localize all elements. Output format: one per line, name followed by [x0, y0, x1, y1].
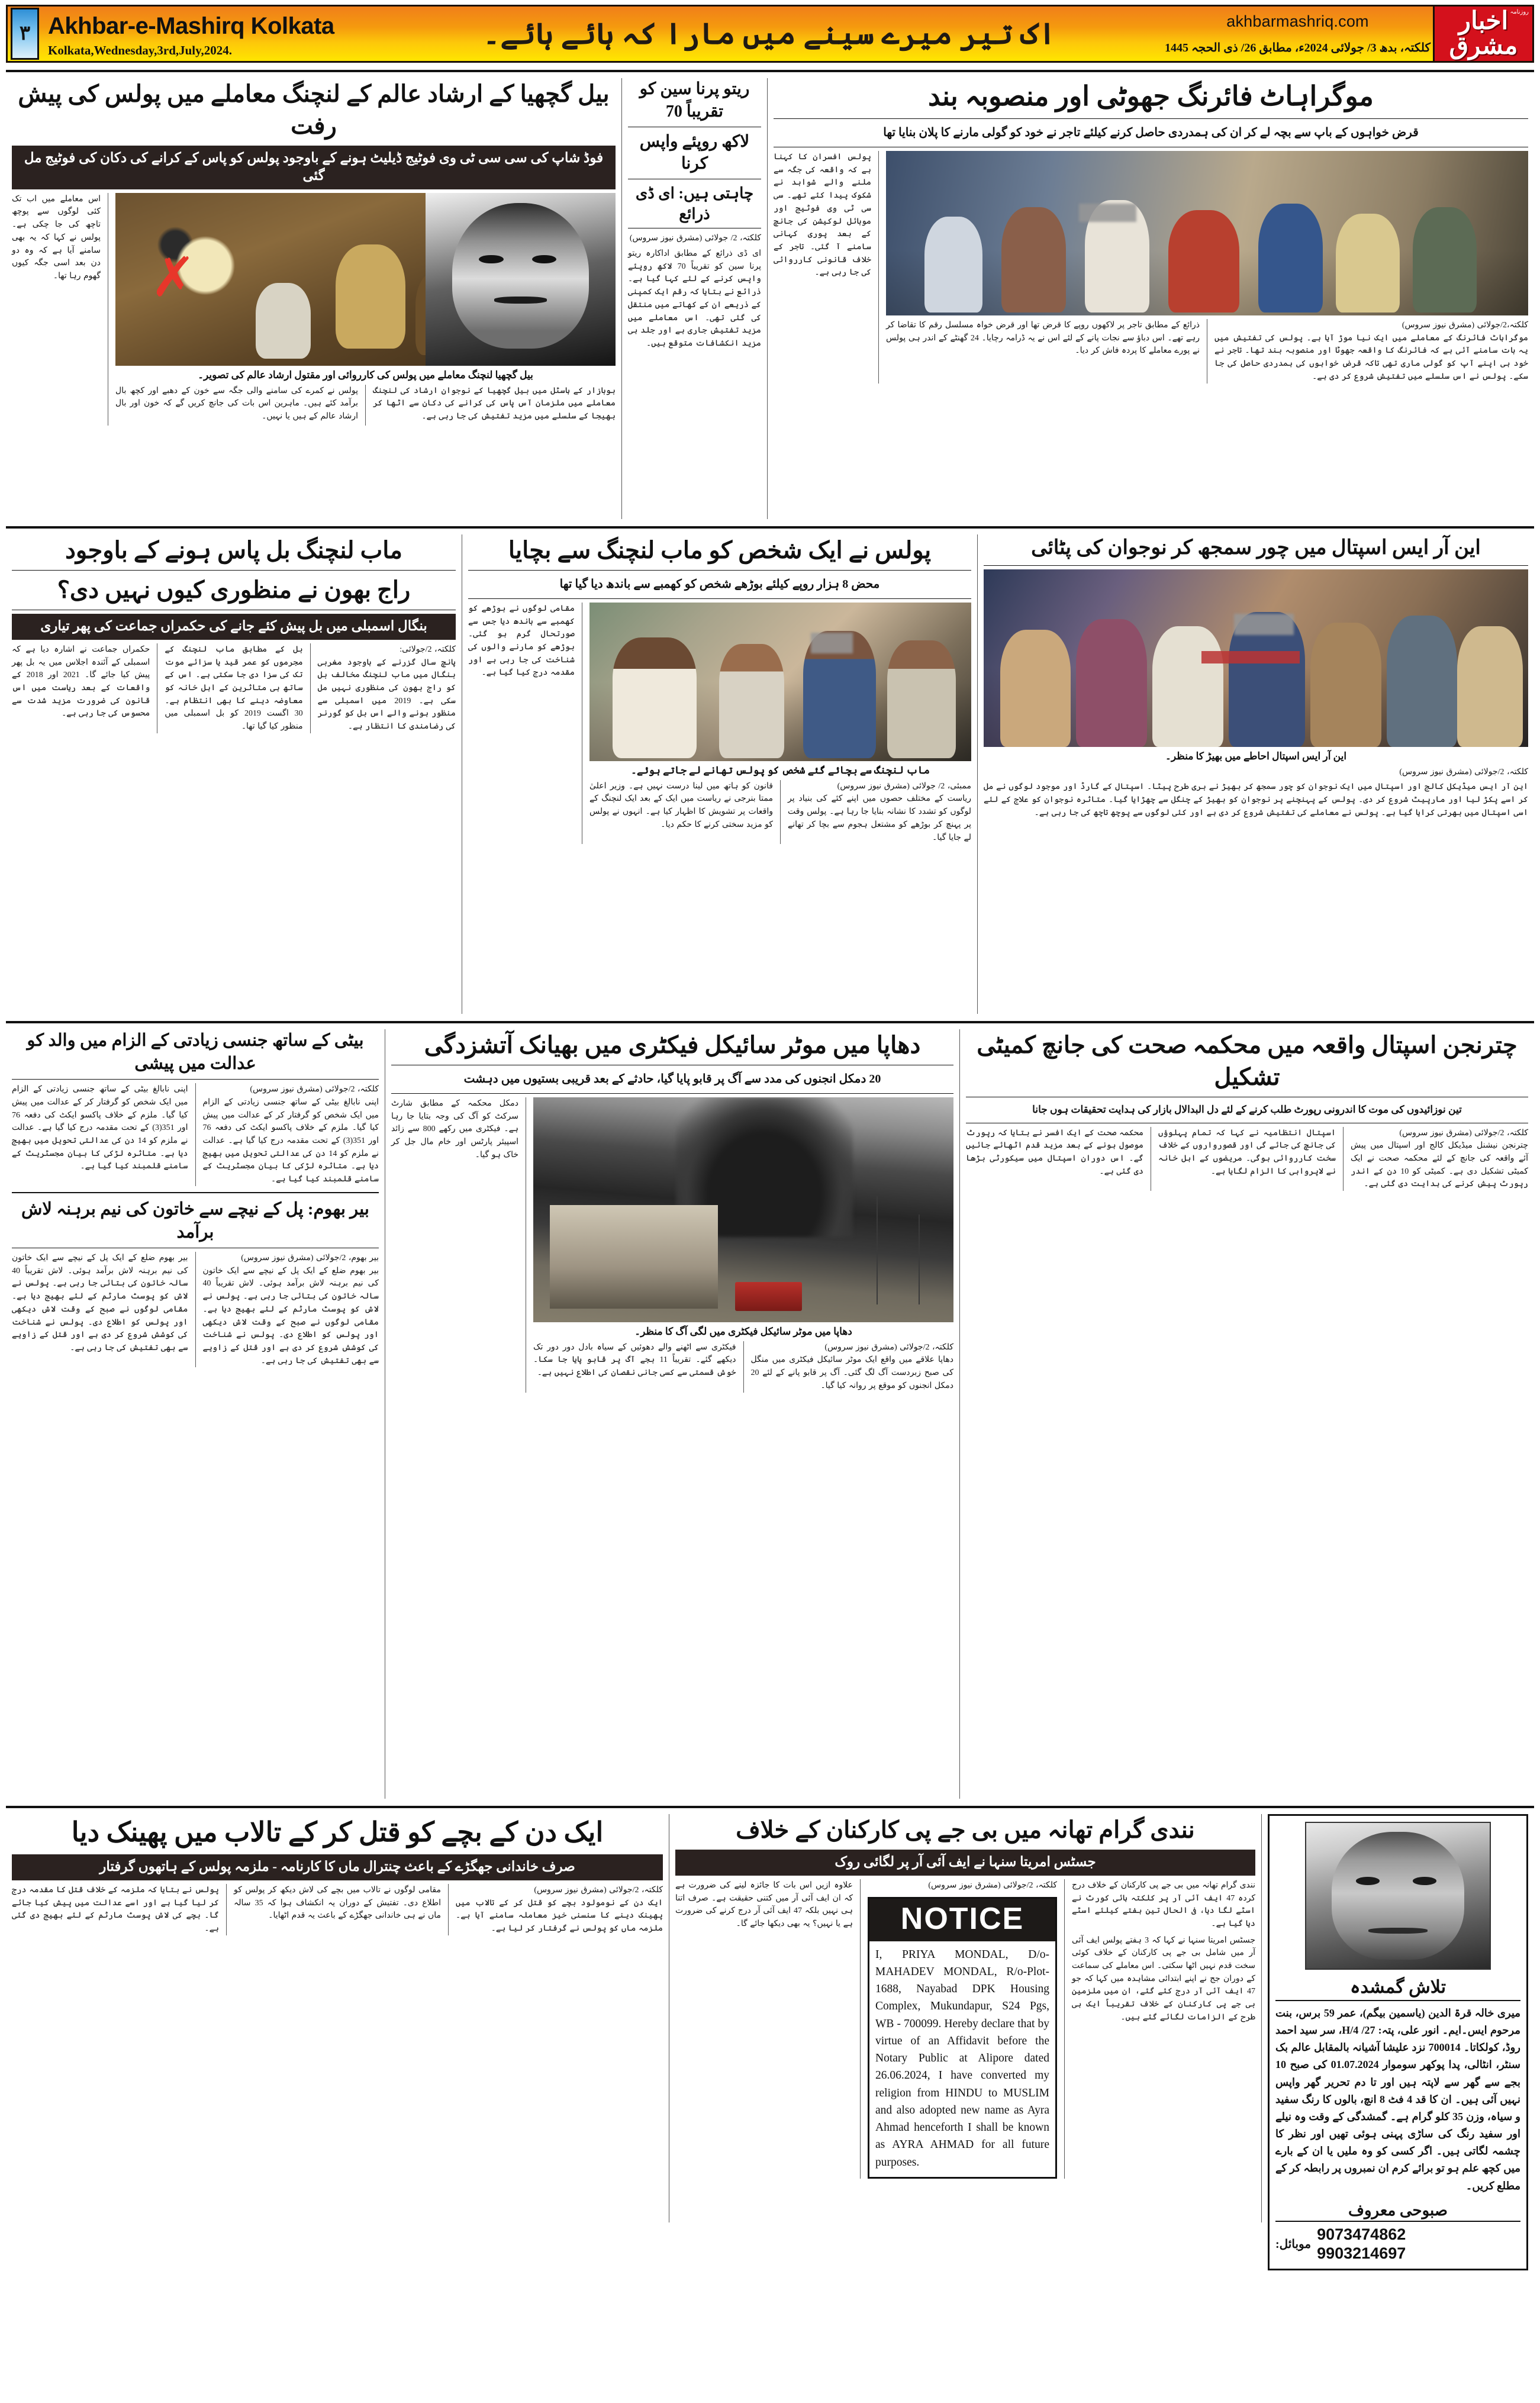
story-baby-murder-col-1 — [456, 1884, 663, 1935]
story-police-rescue-text-2: قانون کو ہاتھ میں لینا درست نہیں ہے۔ وزیر اعلیٰ ممتا بنرجی نے ریاست میں ایک کے بعد ایک لنچنگ کے واقعات پر تشویش کا اظہار کیا ہے۔ انہوں نے پولس کو مزید سختی کرنے کا حکم دیا۔ — [589, 781, 773, 829]
story-baby-murder-text-3: پولس نے بتایا کہ ملزمہ کے خلاف قتل کا مقدمہ درج کر لیا گیا ہے اور اسے عدالت میں پیش کیا جائے گا۔ بچے کی لاش پوسٹ مارٹم کے لئے بھیج دی گئی ہے۔ — [12, 1885, 219, 1934]
story-dhapa-fire — [385, 1029, 959, 1799]
story-baby-murder-col-3 — [12, 1884, 219, 1935]
story-ritu-parna — [622, 78, 767, 519]
story-bel-gachhia-text-1: بوبازار کے ہاسٹل میں بیل گچھیا کے نوجوان ارشاد کی لنچنگ معاملے میں ملزمان آس پاس کی کرانے کی دکان سے اٹھا کر بھیجا کے سلسلے میں مزید تفتیش کی جا رہی ہے۔ — [373, 386, 616, 421]
story-ritu-parna-text: ای ڈی ذرائع کے مطابق اداکارہ ریتو پرنا سین کو تقریباً 70 لاکھ روپئے واپس کرنے کے لئے کہا گیا ہے۔ ذرائع نے بتایا کہ رقم ایک کمپنی کے ذریعے ان کے کھاتے میں منتقل کی گئی تھی۔ اس معاملے میں مزید تفتیش جاری ہے اور جلد ہی مزید انکشافات متوقع ہیں۔ — [628, 249, 761, 348]
story-baby-murder-subhead: صرف خاندانی جھگڑے کے باعث چنترال ماں کا کارنامہ - ملزمہ پولس کے ہاتھوں گرفتار — [12, 1854, 663, 1880]
paper-title-english: Akhbar-e-Mashirq Kolkata — [48, 12, 334, 39]
divider-section-4 — [6, 1806, 1534, 1808]
masthead-right — [1165, 7, 1433, 61]
story-police-rescue-text-1: ریاست کے مختلف حصوں میں اپنے کئے کی بنیاد پر لوگوں کو تشدد کا نشانہ بنایا جا رہا ہے۔ پولس وقت پر پہنچ کر بوڑھے کو مشتعل ہجوم سے بچا کر تھانے لے جایا گیا۔ — [788, 794, 971, 842]
story-nandigram-headline[interactable]: نندی گرام تھانہ میں بی جے پی کارکنان کے خلاف — [736, 1816, 1195, 1843]
masthead-tagline-container — [373, 7, 1165, 61]
story-lynching-bill-col-2 — [165, 643, 302, 733]
missing-person-heading: تلاش گمشدہ — [1275, 1973, 1520, 2001]
story-nandigram-col-3 — [675, 1879, 853, 2179]
story-mograhat-headline[interactable]: موگراہاٹ فائرنگ جھوٹی اور منصوبہ بند — [928, 81, 1374, 111]
story-dhapa-fire-col-1 — [751, 1341, 954, 1393]
website-url[interactable]: akhbarmashriq.com — [1226, 12, 1369, 30]
story-bel-gachhia-text-3: اس معاملے میں اب تک کئی لوگوں سے پوچھ تاچھ کی جا چکی ہے۔ پولس نے کہا کہ یہ بھی سامنے آیا ہے کہ وہ دو دن بعد اسی جگہ کیوں گھوم رہا تھا۔ — [12, 194, 101, 281]
story-dhapa-fire-headline[interactable]: دھاپا میں موٹر سائیکل فیکٹری میں بھیانک آتشزدگی — [424, 1032, 921, 1058]
story-police-rescue-text-3: مقامی لوگوں نے بوڑھے کو کھمبے سے باندھ دیا جس سے صورتحال گرم ہو گئی۔ بوڑھے کو مارنے والوں کی شناخت کی جا رہی ہے اور مقدمہ درج کیا گیا ہے۔ — [468, 604, 575, 678]
story-daughter-abuse-dateline: کلکتہ، 2/جولائی (مشرق نیوز سروس) — [250, 1085, 379, 1094]
missing-person-phone-label: موبائل: — [1275, 2238, 1312, 2251]
story-police-rescue-caption: ماب لنچنگ سے بچائے گئے شخص کو پولس تھانے لے جاتے ہوئے۔ — [631, 765, 930, 776]
story-baby-murder — [6, 1814, 669, 2222]
story-bel-gachhia-headline[interactable]: بیل گچھیا کے ارشاد عالم کے لنچنگ معاملے میں پولس کی پیش رفت — [18, 80, 610, 139]
divider-section-3 — [6, 1021, 1534, 1023]
story-baby-murder-headline[interactable]: ایک دن کے بچے کو قتل کر کے تالاب میں پھینک دیا — [71, 1817, 604, 1847]
story-bel-gachhia-photo — [115, 193, 616, 366]
masthead — [6, 5, 1534, 63]
story-chittaranjan-headline[interactable]: چترنجن اسپتال واقعہ میں محکمہ صحت کی جانچ کمیٹی تشکیل — [977, 1032, 1518, 1090]
story-police-rescue-headline[interactable]: پولس نے ایک شخص کو ماب لنچنگ سے بچایا — [508, 537, 932, 563]
story-baby-murder-dateline: کلکتہ، 2/جولائی (مشرق نیوز سروس) — [534, 1885, 663, 1895]
story-mograhat-photo — [886, 151, 1528, 315]
story-bel-gachhia-caption: بیل گچھیا لنچنگ معاملے میں پولس کی کارروائی اور مقتول ارشاد عالم کی تصویر۔ — [198, 369, 533, 381]
story-daughter-abuse-col-1 — [203, 1083, 379, 1186]
story-mograhat-col-2 — [886, 319, 1200, 383]
story-nandigram — [669, 1814, 1261, 2222]
missing-person-signature: صبوحی معروف — [1275, 2198, 1520, 2222]
story-daughter-abuse-headline[interactable]: بیٹی کے ساتھ جنسی زیادتی کے الزام میں والد کو عدالت میں پیشی — [27, 1031, 364, 1074]
notice-ad-title: NOTICE — [869, 1899, 1055, 1941]
story-daughter-abuse-text-a: اپنی نابالغ بیٹی کے ساتھ جنسی زیادتی کے الزام میں ایک شخص کو گرفتار کر کے عدالت میں پیش کیا گیا۔ ملزم کے خلاف پاکسو ایکٹ کی دفعہ 76 اور 351(3) کے تحت مقدمہ درج کیا گیا ہے۔ عدالت نے ملزم کو 14 دن کی عدالتی تحویل میں بھیج دیا ہے۔ متاثرہ لڑکی کا بیان مجسٹریٹ کے سامنے قلمبند کیا گیا ہے۔ — [202, 1097, 379, 1184]
story-chittaranjan-col-1 — [1351, 1127, 1528, 1191]
missing-person-phone-1[interactable]: 9073474862 — [1317, 2225, 1406, 2243]
story-lynching-bill-headline-2[interactable]: راج بھون نے منظوری کیوں نہیں دی؟ — [57, 576, 411, 603]
story-nandigram-text-2: جسٹس امریتا سنہا نے کہا کہ 3 ہفتے پولس ایف آئی آر میں شامل بی جے پی کارکنان کے خلاف کوئی سخت قدم نہیں اٹھا سکتی۔ اس معاملے کی سماعت کے دوران جج نے اپنے ابتدائی مشاہدہ میں کہا کہ جو 47 ایف آئی آر درج کئے گئے، ان میں ملزمین بی جے پی کارکنان کے خلاف تقریباً ایک ہی طرح کے الزامات لگائے گئے ہیں۔ — [1072, 1935, 1255, 2022]
story-chittaranjan-text-1: چترنجن نیشنل میڈیکل کالج اور اسپتال میں پیش آئے واقعہ کی جانچ کے لئے محکمہ صحت نے ایک کمیٹی تشکیل دی ہے۔ کمیٹی کو 10 دن کے اندر رپورٹ پیش کرنے کی ہدایت دی گئی ہے۔ — [1351, 1141, 1528, 1189]
story-lynching-bill-text-2: بل کے مطابق ماب لنچنگ کے مجرموں کو عمر قید یا سزائے موت تک کی سزا دی جا سکتی ہے۔ اس کے ساتھ ہی متاثرین کے اہل خانہ کو معاوضہ دینے کا بھی انتظام ہے۔ 30 اگست 2019 کو بل اسمبلی میں منظور کیا گیا تھا۔ — [165, 645, 303, 732]
story-mograhat-col-1 — [1214, 319, 1528, 383]
story-nrs-hospital — [978, 534, 1534, 1014]
story-lynching-bill-dateline: کلکتہ، 2/جولائی: — [400, 645, 456, 654]
divider-section-2 — [6, 526, 1534, 529]
masthead-logo — [1433, 7, 1532, 61]
story-chittaranjan-text-3: محکمہ صحت کے ایک افسر نے بتایا کہ رپورٹ موصول ہونے کے بعد مزید قدم اٹھائے جائیں گے۔ اس دوران اسپتال میں سیکورٹی بڑھا دی گئی ہے۔ — [966, 1128, 1143, 1176]
story-birbhum-body-text-b: بیر بھوم ضلع کے ایک پل کے نیچے سے ایک خاتون کی نیم برہنہ لاش برآمد ہوئی۔ لاش تقریباً 40 سالہ خاتون کی بتائی جا رہی ہے۔ پولس نے لاش کو پوسٹ مارٹم کے لئے بھیج دیا ہے۔ مقامی لوگوں نے صبح کے وقت لاش دیکھی اور پولس کو اطلاع دی۔ پولس نے شناخت کی کوشش شروع کر دی ہے اور قتل کے زاویے سے بھی تفتیش کی جا رہی ہے۔ — [12, 1254, 188, 1352]
story-dhapa-fire-media — [533, 1097, 953, 1393]
story-lynching-bill-col-3 — [12, 643, 150, 733]
story-police-rescue-kicker: محض 8 ہزار روپے کیلئے بوڑھے شخص کو کھمبے سے باندھ دیا گیا تھا — [559, 578, 880, 591]
story-dhapa-fire-text-3: دمکل محکمہ کے مطابق شارٹ سرکٹ کو آگ کی وجہ بتایا جا رہا ہے۔ فیکٹری میں رکھے 800 سے زائد اسپیئر پارٹس اور خام مال جل کر خاک ہو گیا۔ — [391, 1099, 518, 1159]
col-divider — [365, 385, 366, 426]
divider-top — [6, 70, 1534, 72]
story-mograhat-text-3: پولس افسران کا کہنا ہے کہ واقعہ کی جگہ سے ملنے والے شواہد نے شکوک پیدا کئے تھے۔ سی سی ٹی وی فوٹیج اور موبائل لوکیشن کی جانچ کے بعد پوری کہانی سامنے آ گئی۔ تاجر کے خلاف قانونی کارروائی کی جا رہی ہے۔ — [774, 153, 871, 278]
missing-person-photo — [1305, 1822, 1491, 1970]
missing-person-body: میری خالہ قرۃ الدین (یاسمین بیگم)، عمر 59 برس، بنت مرحوم ایس۔ایم۔ انور علی، پتہ: 27/ H/4، سر سید احمد روڈ، کولکاتا۔ 700014 نزد علیشا آشیانہ بالمقابل عالم بک سنٹر، انٹالی، پدا پوکھر سوموار 01.07.2024 کی صبح 10 بجے سے گھر سے لاپتہ ہیں اور تا دم تحریر گھر واپس نہیں آئی ہیں۔ ان کا قد 4 فٹ 8 انچ، بالوں کا رنگ سفید و سیاہ، وزن 35 کلو گرام ہے۔ گمشدگی کے وقت وہ نیلے اور سفید رنگ کی ساڑی پہنی ہوئی تھیں اور نظر کا چشمہ لگاتی ہیں۔ اگر کسی کو وہ ملیں یا ان کے بارے میں کچھ علم ہو تو برائے کرم ان نمبروں پر رابطہ کر کے مطلع کریں۔ — [1275, 2007, 1520, 2192]
logo-title-urdu: اخبار مشرق — [1449, 8, 1518, 60]
story-lynching-bill-text-1: پانچ سال گزرنے کے باوجود مغربی بنگال میں ماب لنچنگ مخالف بل کو راج بھون کی منظوری نہیں مل سکی ہے۔ 2019 میں اسمبلی سے منظور ہونے والے اس بل کو گورنر کی رضامندی کا انتظار ہے۔ — [317, 658, 456, 732]
story-dhapa-fire-col-2 — [533, 1341, 736, 1393]
section-2 — [6, 534, 1534, 1014]
story-mograhat-media — [886, 151, 1528, 383]
story-nrs-hospital-dateline: کلکتہ، 2/جولائی (مشرق نیوز سروس) — [1399, 767, 1528, 777]
masthead-left — [42, 7, 373, 61]
story-mograhat-dateline: کلکتہ،2/جولائی (مشرق نیوز سروس) — [1402, 321, 1528, 330]
story-chittaranjan — [960, 1029, 1534, 1799]
section-4 — [6, 1814, 1534, 2262]
story-dhapa-fire-caption: دھاپا میں موٹر سائیکل فیکٹری میں لگی آگ کا منظر۔ — [634, 1326, 852, 1337]
story-dhapa-fire-col-3 — [391, 1097, 518, 1393]
story-chittaranjan-dateline: کلکتہ، 2/جولائی (مشرق نیوز سروس) — [1399, 1128, 1528, 1138]
story-lynching-bill-headline-1[interactable]: ماب لنچنگ بل پاس ہونے کے باوجود — [65, 537, 402, 563]
section-3 — [6, 1029, 1534, 1799]
notice-ad-container — [868, 1879, 1057, 2179]
story-dhapa-fire-text-2: فیکٹری سے اٹھنے والے دھوئیں کے سیاہ بادل دور دور تک دیکھے گئے۔ تقریباً 11 بجے آگ پر قابو پایا جا سکا۔ خوش قسمتی سے کسی جانی نقصان کی اطلاع نہیں ہے۔ — [533, 1342, 736, 1378]
story-lynching-bill-subhead: بنگال اسمبلی میں بل پیش کئے جانے کی حکمراں جماعت کی پھر تیاری — [12, 614, 456, 640]
paper-dateline-english: Kolkata,Wednesday,3rd,July,2024. — [48, 43, 232, 57]
story-nandigram-dateline: کلکتہ، 2/جولائی (مشرق نیوز سروس) — [928, 1880, 1057, 1890]
story-chittaranjan-col-2 — [1158, 1127, 1336, 1191]
story-nrs-hospital-text: این آر ایس میڈیکل کالج اور اسپتال میں ایک نوجوان کو چور سمجھ کر بھیڑ نے بری طرح پیٹا۔ اسپتال کے گارڈ اور موجود لوگوں نے مل کر اسے پکڑ لیا اور مارپیٹ شروع کر دی۔ پولس کے پہنچنے پر نوجوان کو بھیڑ کے چنگل سے چھڑایا گیا۔ متاثرہ نوجوان کو علاج کے لئے اسی اسپتال میں بھرتی کرایا گیا ہے۔ پولس نے معاملے کی تفتیش شروع کر دی ہے اور کئی لوگوں سے پوچھ تاچھ کی جا رہی ہے۔ — [984, 782, 1528, 817]
story-police-rescue-media — [589, 603, 971, 844]
masthead-tagline: اک تیر میرے سینے میں مارا کہ ہائے ہائے۔ — [482, 17, 1056, 50]
story-chittaranjan-kicker: تین نوزائیدوں کی موت کا اندرونی رپورٹ طلب کرنے کے لئے دل البدالال بازار کی ہدایت تحقیقات ہوں جانا — [1032, 1104, 1462, 1115]
story-dhapa-fire-dateline: کلکتہ، 2/جولائی (مشرق نیوز سروس) — [824, 1342, 953, 1352]
story-mograhat-text-1: موگراہاٹ فائرنگ کے معاملے میں ایک نیا موڑ آیا ہے۔ پولس کی تفتیش میں یہ بات سامنے آئی ہے کہ فائرنگ کا واقعہ جھوٹا اور منصوبہ بند تھا۔ تاجر نے خود ہی اپنے آپ کو گولی ماری تھی تاکہ قرض خواہوں کی ہمدردی حاصل کی جا سکے۔ پولس نے اس سلسلے میں تفتیش شروع کر دی ہے۔ — [1214, 333, 1528, 381]
story-ritu-parna-headline-1[interactable]: ریتو پرنا سین کو تقریباً 70 — [639, 80, 750, 121]
page-number-container — [8, 7, 42, 61]
story-daughter-abuse-col-2 — [12, 1083, 188, 1186]
story-dhapa-fire-text-1: دھاپا علاقے میں واقع ایک موٹر سائیکل فیکٹری میں منگل کی صبح زبردست آگ لگ گئی۔ آگ پر قابو پانے کے لئے 20 دمکل انجنوں کو موقع پر روانہ کیا گیا۔ — [750, 1355, 953, 1390]
story-baby-murder-text-1: ایک دن کے نومولود بچے کو قتل کر کے تالاب میں پھینک دینے کا سنسنی خیز معاملہ سامنے آیا ہے۔ ملزمہ ماں کو پولس نے گرفتار کر لیا ہے۔ — [456, 1898, 663, 1934]
story-birbhum-body-headline[interactable]: بیر بھوم: پل کے نیچے سے خاتون کی نیم برہنہ لاش برآمد — [21, 1199, 369, 1242]
story-police-rescue-col-1 — [788, 780, 971, 844]
story-dhapa-fire-kicker: 20 دمکل انجنوں کی مدد سے آگ پر قابو پایا گیا، حادثے کے بعد قریبی بستیوں میں دہشت — [463, 1072, 881, 1085]
story-chittaranjan-col-3 — [966, 1127, 1143, 1191]
story-nandigram-subhead: جسٹس امریتا سنہا نے ایف آئی آر پر لگائی روک — [675, 1850, 1255, 1876]
story-police-rescue-col-3 — [468, 603, 575, 844]
story-nrs-hospital-caption: این آر ایس اسپتال احاطے میں بھیڑ کا منظر۔ — [1165, 750, 1347, 762]
story-mograhat — [768, 78, 1534, 519]
fire-truck — [735, 1282, 803, 1311]
story-baby-murder-text-2: مقامی لوگوں نے تالاب میں بچے کی لاش دیکھ کر پولس کو اطلاع دی۔ تفتیش کے دوران یہ انکشاف ہوا کہ 35 سالہ ماں نے ہی خاندانی جھگڑے کے باعث یہ قدم اٹھایا۔ — [234, 1885, 441, 1921]
story-column-left-3 — [6, 1029, 385, 1799]
story-lynching-bill — [6, 534, 462, 1014]
story-police-rescue-col-2 — [589, 780, 773, 844]
missing-person-contact[interactable] — [1275, 2225, 1520, 2263]
story-nandigram-text-3: علاوہ ازیں اس بات کا جائزہ لینے کی ضرورت ہے کہ ان ایف آئی آر میں کتنی حقیقت ہے۔ صرف اتنا ہی نہیں بلکہ 47 ایف آئی آر درج کرنے کی ضرورت ہے یا نہیں؟ یہ بھی دیکھا جائے گا۔ — [675, 1880, 853, 1928]
section-1 — [6, 78, 1534, 519]
story-lynching-bill-text-3: حکمراں جماعت نے اشارہ دیا ہے کہ اسمبلی کے آئندہ اجلاس میں یہ بل پھر پیش کیا جائے گا۔ 2021 اور 2018 کے واقعات کے بعد ریاست میں اس قانون کی ضرورت مزید شدت سے محسوس کی جا رہی ہے۔ — [12, 645, 150, 719]
story-bel-gachhia-col-2 — [115, 385, 358, 426]
story-bel-gachhia-col-1 — [12, 193, 101, 426]
story-bel-gachhia-media — [115, 193, 616, 426]
story-chittaranjan-text-2: اسپتال انتظامیہ نے کہا کہ تمام پہلوؤں کی جانچ کی جائے گی اور قصورواروں کے خلاف سخت کارروائی ہوگی۔ مریضوں کے اہل خانہ نے لاپرواہی کا الزام لگایا ہے۔ — [1158, 1128, 1336, 1176]
story-baby-murder-col-2 — [234, 1884, 441, 1935]
story-mograhat-kicker: قرض خواہوں کے باپ سے بچہ لے کر ان کی ہمدردی حاصل کرنے کیلئے تاجر نے خود کو گولی مارنے کا پلان بنایا تھا — [883, 126, 1419, 140]
story-daughter-abuse-text-b: اپنی نابالغ بیٹی کے ساتھ جنسی زیادتی کے الزام میں ایک شخص کو گرفتار کر کے عدالت میں پیش کیا گیا۔ ملزم کے خلاف پاکسو ایکٹ کی دفعہ 76 اور 351(3) کے تحت مقدمہ درج کیا گیا ہے۔ عدالت نے ملزم کو 14 دن کی عدالتی تحویل میں بھیج دیا ہے۔ متاثرہ لڑکی کا بیان مجسٹریٹ کے سامنے قلمبند کیا گیا ہے۔ — [12, 1085, 188, 1171]
story-bel-gachhia-subhead: فوڈ شاپ کی سی سی ٹی وی فوٹیج ڈیلیٹ ہونے کے باوجود پولس کو پاس کے کرانے کی دکان کی فوٹیج مل گئی — [12, 146, 616, 189]
story-dhapa-fire-photo — [533, 1097, 953, 1322]
story-nrs-hospital-photo — [984, 569, 1528, 747]
story-mograhat-text-2: ذرائع کے مطابق تاجر پر لاکھوں روپے کا قرض تھا اور قرض خواہ مسلسل رقم کا تقاضا کر رہے تھے۔ اس دباؤ سے نجات پانے کے لئے اس نے یہ ڈرامہ رچایا۔ 24 گھنٹے کے اندر ہی پولس نے پورے معاملے کا پردہ فاش کر دیا۔ — [886, 321, 1200, 356]
notice-ad[interactable] — [868, 1897, 1057, 2179]
story-bel-gachhia-victim-portrait — [426, 193, 616, 366]
paper-dateline-urdu: کلکتہ، بدھ 3/ جولائی 2024ء، مطابق 26/ ذی الحجہ 1445 — [1165, 41, 1431, 54]
story-nandigram-text-1: نندی گرام تھانہ میں بی جے پی کارکنان کے خلاف درج کردہ 47 ایف آئی آر پر کلکتہ ہائی کورٹ نے اسٹے لگا دیا، فی الحال تین ہفتے کیلئے اسٹے دیا گیا ہے۔ — [1072, 1880, 1256, 1928]
logo-tagline-urdu: روزنامہ — [1510, 9, 1529, 15]
red-x-mark-icon: ✗ — [150, 245, 196, 309]
story-ritu-parna-headline-3[interactable]: چاہتی ہیں: ای ڈی ذرائع — [635, 185, 754, 223]
story-bel-gachhia-text-2: پولس نے کمرے کی سامنے والی جگہ سے خون کے دھبے اور کچھ بال برآمد کئے ہیں۔ ماہرین اس بات کی جانچ کریں گے کہ خون اور بال ارشاد عالم کے ہیں یا نہیں۔ — [115, 386, 358, 421]
story-birbhum-body-dateline: بیر بھوم، 2/جولائی (مشرق نیوز سروس) — [241, 1254, 379, 1263]
notice-ad-body: I, PRIYA MONDAL, D/o-MAHADEV MONDAL, R/o-Plot-1688, Nayabad DPK Housing Complex, Mukundapur, S24 Pgs, WB - 700099. Hereby declare that by virtue of an Affidavit before the Notary Public at Alipore dated 26.06.2024, I have converted my religion from HINDU to MUSLIM and also adopted new name as Ayra Ahmad henceforth I shall be known as AYRA AHMAD for all future purposes. — [875, 1948, 1049, 2169]
story-ritu-parna-dateline: کلکتہ، 2/ جولائی (مشرق نیوز سروس) — [629, 234, 761, 243]
story-mograhat-col-3 — [774, 151, 871, 383]
story-lynching-bill-col-1 — [318, 643, 456, 733]
story-police-rescue-dateline: ممبئی، 2/ جولائی (مشرق نیوز سروس) — [837, 781, 971, 791]
burning-building — [550, 1205, 718, 1309]
page-number: ۳ — [11, 8, 39, 60]
story-bel-gachhia-col-3 — [373, 385, 616, 426]
missing-person-ad[interactable] — [1262, 1814, 1534, 2262]
story-police-rescue-photo — [589, 603, 971, 761]
story-birbhum-body-col-2 — [12, 1252, 188, 1367]
story-bel-gachhia — [6, 78, 621, 519]
story-birbhum-body-text-a: بیر بھوم ضلع کے ایک پل کے نیچے سے ایک خاتون کی نیم برہنہ لاش برآمد ہوئی۔ لاش تقریباً 40 سالہ خاتون کی بتائی جا رہی ہے۔ پولس نے لاش کو پوسٹ مارٹم کے لئے بھیج دیا ہے۔ مقامی لوگوں نے صبح کے وقت لاش دیکھی اور پولس کو اطلاع دی۔ پولس نے شناخت کی کوشش شروع کر دی ہے اور قتل کے زاویے سے بھی تفتیش کی جا رہی ہے۔ — [202, 1266, 379, 1365]
story-birbhum-body-col-1 — [203, 1252, 379, 1367]
missing-person-phone-2[interactable]: 9903214697 — [1317, 2244, 1406, 2262]
story-nandigram-col-1 — [1072, 1879, 1255, 2179]
story-nrs-hospital-headline[interactable]: این آر ایس اسپتال میں چور سمجھ کر نوجوان کی پٹائی — [1031, 537, 1481, 559]
story-police-rescue — [462, 534, 977, 1014]
story-ritu-parna-headline-2[interactable]: لاکھ روپئے واپس کرنا — [639, 132, 750, 173]
